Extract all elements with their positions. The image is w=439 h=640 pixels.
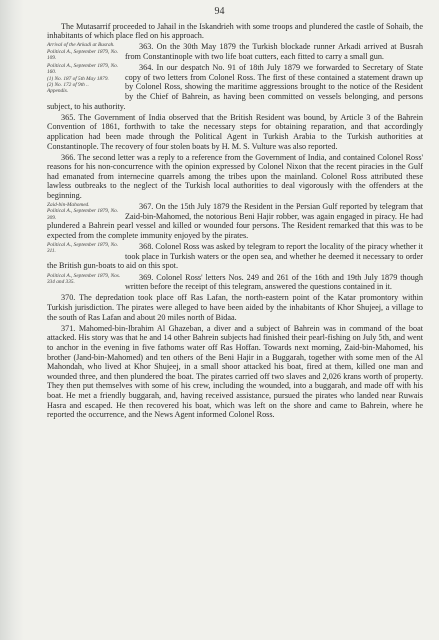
margin-note-367 — [47, 202, 121, 221]
margin-note-line: Political A., September 1879, No. 160. — [47, 63, 119, 76]
paragraph-intro — [47, 22, 423, 41]
paragraph-364 — [47, 63, 423, 111]
document-body — [47, 20, 423, 420]
paragraph-366 — [47, 153, 423, 201]
page-number: 94 — [214, 6, 225, 17]
paragraph-370 — [47, 293, 423, 322]
paragraph-365 — [47, 113, 423, 151]
margin-note-363 — [47, 42, 121, 61]
paragraph-text: 366. The second letter was a reply to a reference from the Government of India, and contained Colonel Ross' reasons for his non-concurrence with the opinion expressed by Colonel Nixon that the recent piracies in the Gulf had emanated from internecine quarrels among the tribes upon the mainland. Colonel Ross attributed these lawless outbreaks to the neglect of the Turkish local authorities to deal vigorously with the offenders at the beginning. — [47, 152, 423, 201]
margin-note-line: Political A., September 1879, No. 309. — [47, 208, 119, 221]
paragraph-369 — [47, 273, 423, 292]
paragraph-text: 363. On the 30th May 1879 the Turkish blockade runner Arkadi arrived at Busrah from Constantinople with two life boat cutters, each fitted to carry a small gun. — [125, 42, 423, 61]
paragraph-368 — [47, 242, 423, 271]
margin-note-369 — [47, 273, 121, 285]
paragraph-367 — [47, 202, 423, 240]
paragraph-text: 370. The depredation took place off Ras Lafan, the north-eastern point of the Katar promontory within Turkish jurisdiction. The pirates were alleged to have been aided by the inhabitants of Khor Shujeej, a village to the south of Ras Lafan and about 20 miles north of Bidaa. — [47, 293, 423, 322]
paragraph-text: The Mutasarrif proceeded to Jahail in the Iskandrieh with some troops and plundered the castle of Sohaib, the inhabitants of which place fled on his approach. — [47, 21, 423, 41]
margin-note-line: Political A., September 1879, No. 109. — [47, 48, 119, 61]
margin-note-line: (1) No. 187 of 5th May 1879. — [47, 75, 109, 82]
margin-note-line: Zaid-bin-Mahomed. — [47, 202, 90, 209]
margin-note-364 — [47, 63, 121, 94]
paragraph-363 — [47, 42, 423, 61]
paragraph-text: 367. On the 15th July 1879 the Resident in the Persian Gulf reported by telegram that Zaid-bin-Mahomed, the notorious Beni Hajir robber, was again engaged in piracy. He had plundered a Bahrein pearl vessel and killed or wounded four persons. The Resident remarked that this was to be expected from the complete immunity enjoyed by the pirates. — [47, 202, 423, 241]
margin-note-368 — [47, 242, 121, 254]
margin-note-line: Political A., September 1879, No. 311. — [47, 242, 119, 255]
margin-note-line: Appendix. — [47, 87, 69, 94]
margin-note-line: Arrival of the Arkadi at Busrah. — [47, 42, 115, 49]
paragraph-text: 364. In our despatch No. 91 of 18th July 1879 we forwarded to Secretary of State copy of two letters from Colonel Ross. The first of these contained a statement drawn up by Colonel Ross, showing the maritime aggressions brought to the notice of the Resident by the Chief of Bahrein, as having been committed on vessels belonging, and persons subject, to his authority. — [47, 63, 423, 111]
paragraph-371 — [47, 324, 423, 420]
margin-note-line: Political A., September 1879, Nos. 334 and 335. — [47, 272, 121, 285]
paragraph-text: 365. The Government of India observed that the British Resident was bound, by Article 3 of the Bahrein Convention of 1861, forthwith to take the necessary steps for obtaining reparation, and that accordingly application had been made through the Political Agent in Turkish Arabia to the Turkish authorities at Constantinople. The recovery of four stolen boats by H. M. S. Vulture was also reported. — [47, 112, 423, 151]
binding-gutter — [0, 0, 24, 640]
paragraph-text: 371. Mahomed-bin-Ibrahim Al Ghazeban, a diver and a subject of Bahrein was in command of the boat attacked. His story was that he and 14 other Bahrein subjects had finished their pearl-fishing on July 5th, and went to anchor in the evening in five fathoms water off Ras Hoffan. Towards next morning, Zaid-bin-Mahomed, his brother (Jand-bin-Mahomed) and ten others of the Beni Hajir in a Buggarah, together with some men of the Al Mahondah, who lived at Khor Shujeej, in a small shoor attacked his boat, fired at them, killed one man and wounded three, and then plundered the boat. The pirates carried off two slaves and 2,026 krans worth of property. They then put themselves with some of his crew, including the wounded, into a buggarah, and made off with his boat. He met a friendly buggarah, and, having received assistance, pursued the pirates who landed near Ruwais Hasra and escaped. He then recovered his boat, which was left on the shore and came to Bahrein, where he reported the occurrence, and the News Agent informed Colonel Ross. — [47, 323, 423, 420]
paragraph-text: 369. Colonel Ross' letters Nos. 249 and 261 of the 16th and 19th July 1879 though written before the receipt of this telegram, answered the questions contained in it. — [125, 272, 423, 292]
margin-note-line: (2) No. 172 of 9th .. — [47, 81, 89, 88]
paragraph-text: 368. Colonel Ross was asked by telegram to report the locality of the piracy whether it took place in Turkish waters or the open sea, and whether he deemed it necessary to order the British gun-boats to aid on this spot. — [47, 242, 423, 271]
